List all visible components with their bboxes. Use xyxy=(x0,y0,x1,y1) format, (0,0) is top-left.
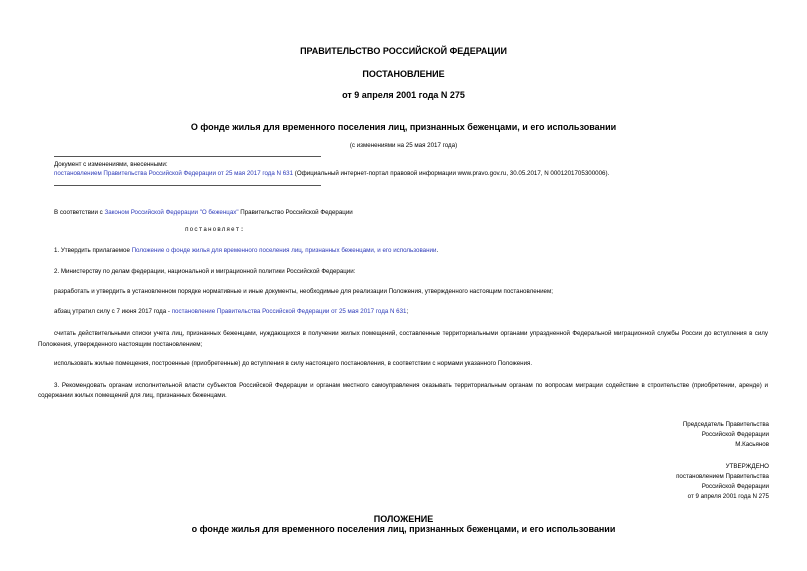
changes-label: Документ с изменениями, внесенными: xyxy=(54,161,168,168)
revision-note: (с изменениями на 25 мая 2017 года) xyxy=(349,142,458,149)
approval-heading: УТВЕРЖДЕНО xyxy=(725,463,769,470)
paragraph-2a: разработать и утвердить в установленном порядке нормативные и иные документы, необходимые для реализации Положения, утвержденного настоящим постановлением; xyxy=(54,288,553,295)
decree-word: постановляет: xyxy=(185,226,245,233)
document-title: О фонде жилья для временного поселения лиц, признанных беженцами, и его использовании xyxy=(190,122,617,132)
p2b-prefix: абзац утратил силу с 7 июня 2017 года - xyxy=(54,308,172,315)
paragraph-2c: считать действительными списки учета лиц, признанных беженцами, нуждающихся в получении жилых помещений, составленные территориальными органами упраздненной Федеральной миграционной службы России до вступления в силу Положения, утвержденного настоящим постановлением; xyxy=(38,330,768,348)
paragraph-3: 3. Рекомендовать органам исполнительной власти субъектов Российской Федерации и органам местного самоуправления оказывать территориальным органам по вопросам миграции содействие в строительстве (приобретении, аренде) и содержании жилых помещений для лиц, признанных беженцами. xyxy=(38,382,768,399)
intro-suffix: Правительство Российской Федерации xyxy=(238,209,353,216)
paragraph-1 xyxy=(54,247,438,254)
amendment-source: (Официальный интернет-портал правовой информации www.pravo.gov.ru, 30.05.2017, N 0001201705300006). xyxy=(293,170,610,177)
changes-entry xyxy=(54,170,609,177)
government-heading: ПРАВИТЕЛЬСТВО РОССИЙСКОЙ ФЕДЕРАЦИИ xyxy=(300,46,507,56)
regulation-link[interactable]: Положение о фонде жилья для временного поселения лиц, признанных беженцами, и его использовании xyxy=(131,247,437,254)
paragraph-2d: использовать жилые помещения, построенные (приобретенные) до вступления в силу настоящего постановления, в соответствии с нормами указанного Положения. xyxy=(54,360,533,367)
document-date-number: от 9 апреля 2001 года N 275 xyxy=(342,90,465,100)
document-type: ПОСТАНОВЛЕНИЕ xyxy=(362,69,445,79)
signature-name: М.Касьянов xyxy=(735,441,769,448)
intro-prefix: В соответствии с xyxy=(54,209,105,216)
paragraph-2: 2. Министерству по делам федерации, национальной и миграционной политики Российской Федерации: xyxy=(54,268,356,275)
regulation-title: ПОЛОЖЕНИЕ xyxy=(373,514,434,524)
approval-line-2: постановлением Правительства xyxy=(676,473,769,480)
signature-line-2: Российской Федерации xyxy=(701,431,769,438)
intro-paragraph xyxy=(54,209,353,216)
p1-suffix: . xyxy=(436,247,439,254)
changes-top-rule xyxy=(54,156,321,157)
approval-line-3: Российской Федерации xyxy=(701,483,769,490)
regulation-subtitle: о фонде жилья для временного поселения лиц, признанных беженцами, и его использовании xyxy=(191,524,616,534)
approval-line-4: от 9 апреля 2001 года N 275 xyxy=(687,493,769,500)
changes-bottom-rule xyxy=(54,185,321,186)
signature-line-1: Председатель Правительства xyxy=(682,421,769,428)
p2b-suffix: ; xyxy=(406,308,409,315)
p1-prefix: 1. Утвердить прилагаемое xyxy=(54,247,132,254)
paragraph-2b xyxy=(54,308,408,315)
repeal-decree-link[interactable]: постановление Правительства Российской Федерации от 25 мая 2017 года N 631 xyxy=(171,308,407,315)
amendment-link[interactable]: постановлением Правительства Российской Федерации от 25 мая 2017 года N 631 xyxy=(54,170,294,177)
refugees-law-link[interactable]: Законом Российской Федерации "О беженцах" xyxy=(104,209,239,216)
